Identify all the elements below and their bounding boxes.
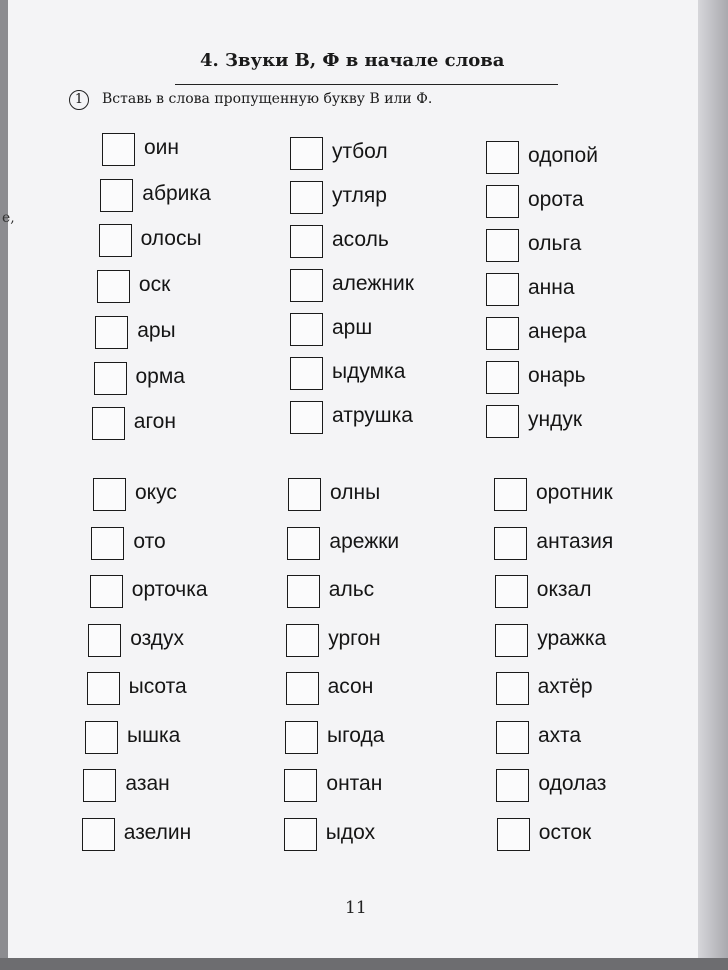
word-fragment: одолаз bbox=[538, 772, 607, 795]
letter-answer-box[interactable] bbox=[486, 141, 519, 174]
letter-answer-box[interactable] bbox=[99, 224, 132, 257]
word-fragment: орточка bbox=[131, 578, 208, 601]
word-fragment: онарь bbox=[528, 364, 586, 387]
letter-answer-box[interactable] bbox=[287, 575, 320, 608]
word-fragment: арежки bbox=[329, 529, 400, 553]
letter-answer-box[interactable] bbox=[496, 769, 529, 802]
letter-answer-box[interactable] bbox=[87, 672, 120, 705]
letter-answer-box[interactable] bbox=[486, 185, 519, 218]
letter-answer-box[interactable] bbox=[102, 133, 135, 166]
word-fragment: арш bbox=[332, 316, 373, 339]
word-fragment: ышка bbox=[127, 723, 181, 747]
title-underline bbox=[175, 84, 558, 85]
word-fragment: ыгода bbox=[327, 723, 385, 747]
letter-answer-box[interactable] bbox=[286, 672, 319, 705]
letter-answer-box[interactable] bbox=[486, 405, 519, 438]
letter-answer-box[interactable] bbox=[290, 137, 323, 170]
letter-answer-box[interactable] bbox=[284, 818, 317, 851]
word-fragment: оротник bbox=[536, 481, 613, 504]
word-fragment: атрушка bbox=[332, 404, 413, 427]
word-fragment: одопой bbox=[528, 144, 598, 167]
letter-answer-box[interactable] bbox=[288, 478, 321, 511]
letter-answer-box[interactable] bbox=[287, 527, 320, 560]
word-fragment: азан bbox=[125, 772, 170, 795]
letter-answer-box[interactable] bbox=[290, 225, 323, 258]
letter-answer-box[interactable] bbox=[495, 575, 528, 608]
word-fragment: ыдумка bbox=[332, 360, 406, 383]
word-fragment: ахта bbox=[538, 723, 582, 747]
letter-answer-box[interactable] bbox=[90, 575, 123, 608]
word-fragment: ысота bbox=[128, 675, 187, 698]
page-number: 11 bbox=[345, 898, 367, 918]
word-fragment: утляр bbox=[332, 184, 387, 207]
letter-answer-box[interactable] bbox=[290, 313, 323, 346]
letter-answer-box[interactable] bbox=[290, 401, 323, 434]
letter-answer-box[interactable] bbox=[100, 179, 133, 212]
letter-answer-box[interactable] bbox=[486, 273, 519, 306]
word-fragment: окус bbox=[135, 481, 177, 504]
letter-answer-box[interactable] bbox=[290, 357, 323, 390]
letter-answer-box[interactable] bbox=[95, 316, 128, 349]
word-fragment: азелин bbox=[123, 820, 192, 844]
letter-answer-box[interactable] bbox=[97, 270, 130, 303]
word-fragment: асон bbox=[327, 675, 374, 698]
letter-answer-box[interactable] bbox=[88, 624, 121, 657]
task-number-badge: 1 bbox=[69, 90, 89, 110]
word-fragment: орма bbox=[135, 364, 185, 388]
word-fragment: ары bbox=[137, 318, 176, 342]
word-fragment: олосы bbox=[140, 227, 202, 251]
word-fragment: алежник bbox=[332, 272, 414, 295]
letter-answer-box[interactable] bbox=[486, 317, 519, 350]
word-fragment: осток bbox=[538, 820, 592, 844]
word-fragment: ахтёр bbox=[537, 675, 593, 698]
word-fragment: уражка bbox=[537, 626, 607, 650]
word-fragment: орота bbox=[528, 188, 584, 211]
letter-answer-box[interactable] bbox=[495, 624, 528, 657]
letter-answer-box[interactable] bbox=[290, 181, 323, 214]
page-bottom-edge bbox=[0, 958, 728, 970]
letter-answer-box[interactable] bbox=[494, 478, 527, 511]
margin-text-fragment: е, bbox=[2, 210, 15, 226]
word-fragment: асоль bbox=[332, 228, 389, 251]
word-fragment: онтан bbox=[326, 772, 383, 795]
letter-answer-box[interactable] bbox=[91, 527, 124, 560]
letter-answer-box[interactable] bbox=[486, 229, 519, 262]
letter-answer-box[interactable] bbox=[285, 721, 318, 754]
word-fragment: утбол bbox=[332, 140, 388, 163]
word-fragment: ольга bbox=[528, 232, 582, 255]
word-fragment: анна bbox=[528, 276, 575, 299]
word-fragment: олны bbox=[330, 481, 381, 504]
letter-answer-box[interactable] bbox=[290, 269, 323, 302]
letter-answer-box[interactable] bbox=[497, 818, 530, 851]
word-fragment: оздух bbox=[130, 626, 185, 650]
facing-page-edge bbox=[698, 0, 728, 970]
task-instruction: Вставь в слова пропущенную букву В или Ф. bbox=[102, 91, 433, 107]
word-fragment: оин bbox=[144, 136, 180, 159]
word-fragment: ургон bbox=[328, 626, 381, 650]
letter-answer-box[interactable] bbox=[496, 721, 529, 754]
word-fragment: альс bbox=[328, 578, 375, 601]
letter-answer-box[interactable] bbox=[85, 721, 118, 754]
word-fragment: окзал bbox=[536, 578, 592, 601]
word-fragment: абрика bbox=[142, 181, 211, 205]
letter-answer-box[interactable] bbox=[496, 672, 529, 705]
letter-answer-box[interactable] bbox=[486, 361, 519, 394]
letter-answer-box[interactable] bbox=[286, 624, 319, 657]
word-fragment: оск bbox=[138, 273, 171, 297]
letter-answer-box[interactable] bbox=[83, 769, 116, 802]
letter-answer-box[interactable] bbox=[92, 407, 125, 440]
word-fragment: анера bbox=[528, 320, 587, 343]
page-title: 4. Звуки В, Ф в начале слова bbox=[200, 50, 505, 71]
letter-answer-box[interactable] bbox=[284, 769, 317, 802]
letter-answer-box[interactable] bbox=[94, 362, 127, 395]
word-fragment: агон bbox=[133, 410, 176, 434]
word-fragment: ото bbox=[133, 529, 166, 553]
letter-answer-box[interactable] bbox=[82, 818, 115, 851]
letter-answer-box[interactable] bbox=[93, 478, 126, 511]
word-fragment: ыдох bbox=[325, 820, 376, 844]
word-fragment: антазия bbox=[536, 529, 614, 553]
word-fragment: ундук bbox=[528, 408, 583, 431]
letter-answer-box[interactable] bbox=[494, 527, 527, 560]
